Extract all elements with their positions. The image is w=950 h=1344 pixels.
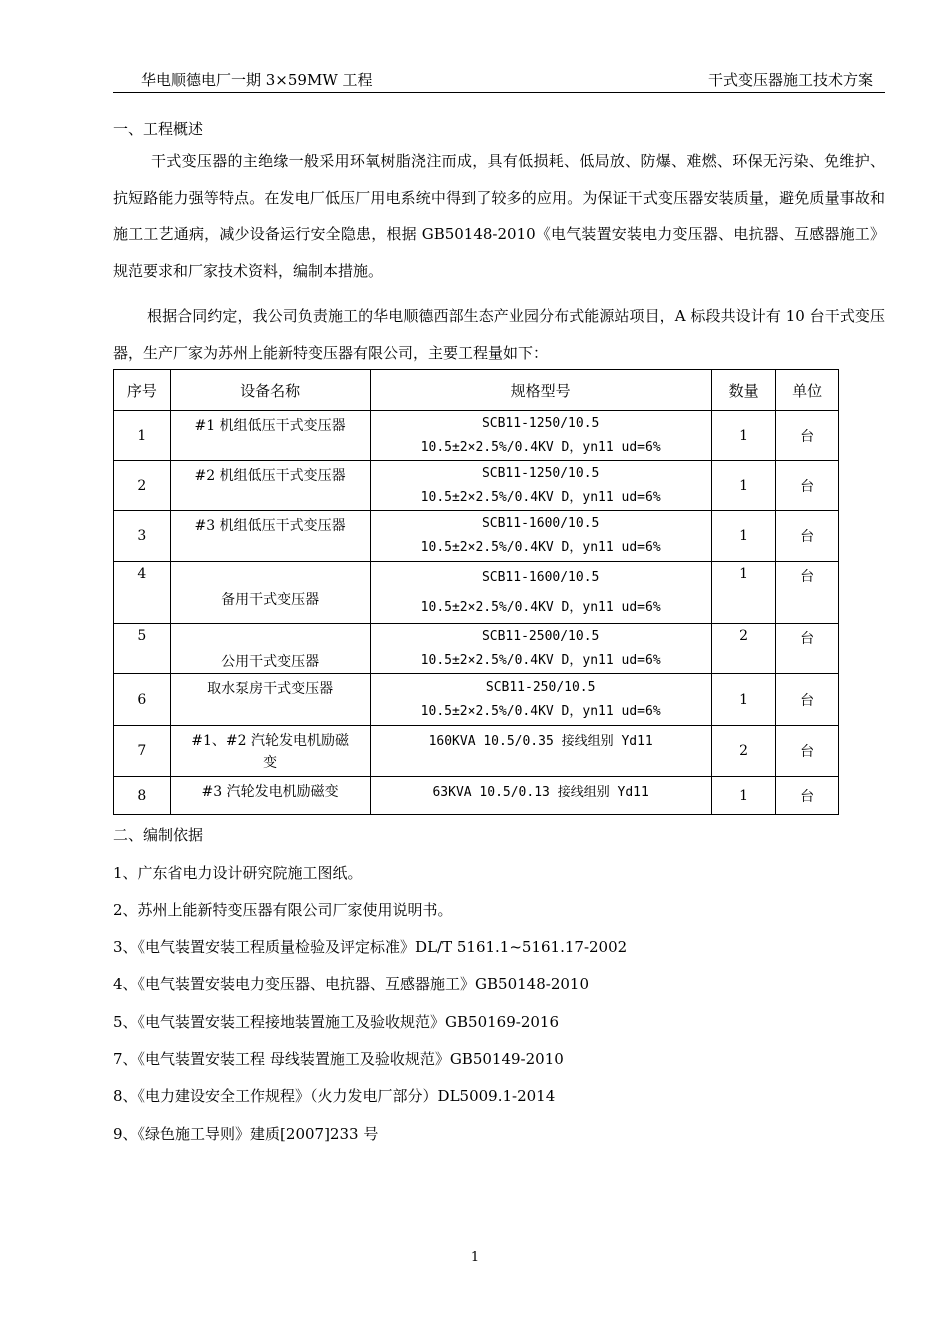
row-spec-line2: 10.5±2×2.5%/0.4KV D，yn11 ud=6% <box>420 439 661 455</box>
basis-item: 3、《电气装置安装工程质量检验及评定标准》DL/T 5161.1~5161.17-2002 <box>113 938 628 956</box>
table-row <box>114 777 839 815</box>
table-header-row <box>114 370 839 411</box>
header-unit: 单位 <box>776 370 839 411</box>
row-spec-line2: 10.5±2×2.5%/0.4KV D，yn11 ud=6% <box>420 703 661 719</box>
section-1-paragraph-2: 根据合同约定，我公司负责施工的华电顺德西部生态产业园分布式能源站项目，A 标段共设计有 10 台干式变压器，生产厂家为苏州上能新特变压器有限公司，主要工程量如下： <box>113 307 885 362</box>
row-name: #1、#2 汽轮发电机励磁变 <box>170 726 370 777</box>
row-unit: 台 <box>776 777 839 815</box>
row-no: 8 <box>114 777 171 815</box>
page-header <box>113 66 885 93</box>
row-qty: 1 <box>711 461 776 511</box>
row-unit: 台 <box>776 562 839 624</box>
row-spec <box>370 511 711 562</box>
row-spec-line1: 160KVA 10.5/0.35 接线组别 Yd11 <box>428 734 653 749</box>
table-row <box>114 674 839 726</box>
row-name: 取水泵房干式变压器 <box>170 674 370 726</box>
row-qty: 1 <box>711 562 776 624</box>
section-1-paragraph-1: 干式变压器的主绝缘一般采用环氧树脂浇注而成，具有低损耗、低局放、防爆、难燃、环保无污染、免维护、抗短路能力强等特点。在发电厂低压厂用电系统中得到了较多的应用。为保证干式变压器安装质量，避免质量事故和施工工艺通病，减少设备运行安全隐患，根据 GB50148-2010《电气装置安装电力变压器、电抗器、互感器施工》规范要求和厂家技术资料，编制本措施。 <box>113 152 885 280</box>
basis-item: 5、《电气装置安装工程接地装置施工及验收规范》GB50169-2016 <box>113 1013 560 1031</box>
row-unit: 台 <box>776 726 839 777</box>
row-spec-line1: 63KVA 10.5/0.13 接线组别 Yd11 <box>432 785 649 800</box>
row-qty: 1 <box>711 777 776 815</box>
row-no: 4 <box>114 562 171 624</box>
section-1-title: 一、工程概述 <box>113 120 204 138</box>
row-spec <box>370 726 711 777</box>
row-spec-line2: 10.5±2×2.5%/0.4KV D，yn11 ud=6% <box>420 489 661 505</box>
header-document-title: 干式变压器施工技术方案 <box>707 71 873 89</box>
row-unit: 台 <box>776 674 839 726</box>
basis-item: 4、《电气装置安装电力变压器、电抗器、互感器施工》GB50148-2010 <box>113 975 590 993</box>
header-spec: 规格型号 <box>370 370 711 411</box>
header-no: 序号 <box>114 370 171 411</box>
row-unit: 台 <box>776 461 839 511</box>
page-number: 1 <box>470 1250 480 1265</box>
row-spec <box>370 411 711 461</box>
row-qty: 1 <box>711 511 776 562</box>
row-name: #3 汽轮发电机励磁变 <box>170 777 370 815</box>
row-no: 2 <box>114 461 171 511</box>
row-spec <box>370 777 711 815</box>
row-no: 3 <box>114 511 171 562</box>
row-spec-line1: SCB11-250/10.5 <box>485 679 596 695</box>
row-unit: 台 <box>776 411 839 461</box>
row-name: 备用干式变压器 <box>170 562 370 624</box>
table-row <box>114 624 839 674</box>
table-row <box>114 411 839 461</box>
row-name: #3 机组低压干式变压器 <box>170 511 370 562</box>
row-spec-line1: SCB11-1250/10.5 <box>481 465 600 481</box>
row-name: 公用干式变压器 <box>170 624 370 674</box>
table-row <box>114 562 839 624</box>
row-qty: 1 <box>711 674 776 726</box>
row-name: #2 机组低压干式变压器 <box>170 461 370 511</box>
row-no: 1 <box>114 411 171 461</box>
header-name: 设备名称 <box>170 370 370 411</box>
row-no: 7 <box>114 726 171 777</box>
header-project-title: 华电顺德电厂一期 3×59MW 工程 <box>141 71 373 89</box>
row-spec-line1: SCB11-1600/10.5 <box>481 569 600 585</box>
row-spec-line2: 10.5±2×2.5%/0.4KV D，yn11 ud=6% <box>420 652 661 668</box>
row-spec <box>370 461 711 511</box>
basis-item: 8、《电力建设安全工作规程》（火力发电厂部分）DL5009.1-2014 <box>113 1087 556 1105</box>
row-qty: 2 <box>711 624 776 674</box>
row-no: 5 <box>114 624 171 674</box>
header-qty: 数量 <box>711 370 776 411</box>
row-spec <box>370 624 711 674</box>
row-spec-line1: SCB11-1250/10.5 <box>481 415 600 431</box>
row-spec-line2: 10.5±2×2.5%/0.4KV D，yn11 ud=6% <box>420 599 661 615</box>
row-name: #1 机组低压干式变压器 <box>170 411 370 461</box>
row-spec-line1: SCB11-2500/10.5 <box>481 628 600 644</box>
table-row <box>114 726 839 777</box>
table-row <box>114 461 839 511</box>
section-2-title: 二、编制依据 <box>113 826 204 844</box>
row-unit: 台 <box>776 624 839 674</box>
basis-item: 2、苏州上能新特变压器有限公司厂家使用说明书。 <box>113 901 453 919</box>
row-spec <box>370 562 711 624</box>
basis-item: 9、《绿色施工导则》建质[2007]233 号 <box>113 1125 379 1143</box>
row-spec-line2: 10.5±2×2.5%/0.4KV D，yn11 ud=6% <box>420 540 661 555</box>
table-row <box>114 511 839 562</box>
basis-item: 7、《电气装置安装工程 母线装置施工及验收规范》GB50149-2010 <box>113 1050 564 1068</box>
row-spec <box>370 674 711 726</box>
basis-item: 1、广东省电力设计研究院施工图纸。 <box>113 864 363 882</box>
equipment-table <box>113 369 839 815</box>
row-unit: 台 <box>776 511 839 562</box>
row-spec-line1: SCB11-1600/10.5 <box>481 516 600 531</box>
row-no: 6 <box>114 674 171 726</box>
row-qty: 2 <box>711 726 776 777</box>
row-qty: 1 <box>711 411 776 461</box>
